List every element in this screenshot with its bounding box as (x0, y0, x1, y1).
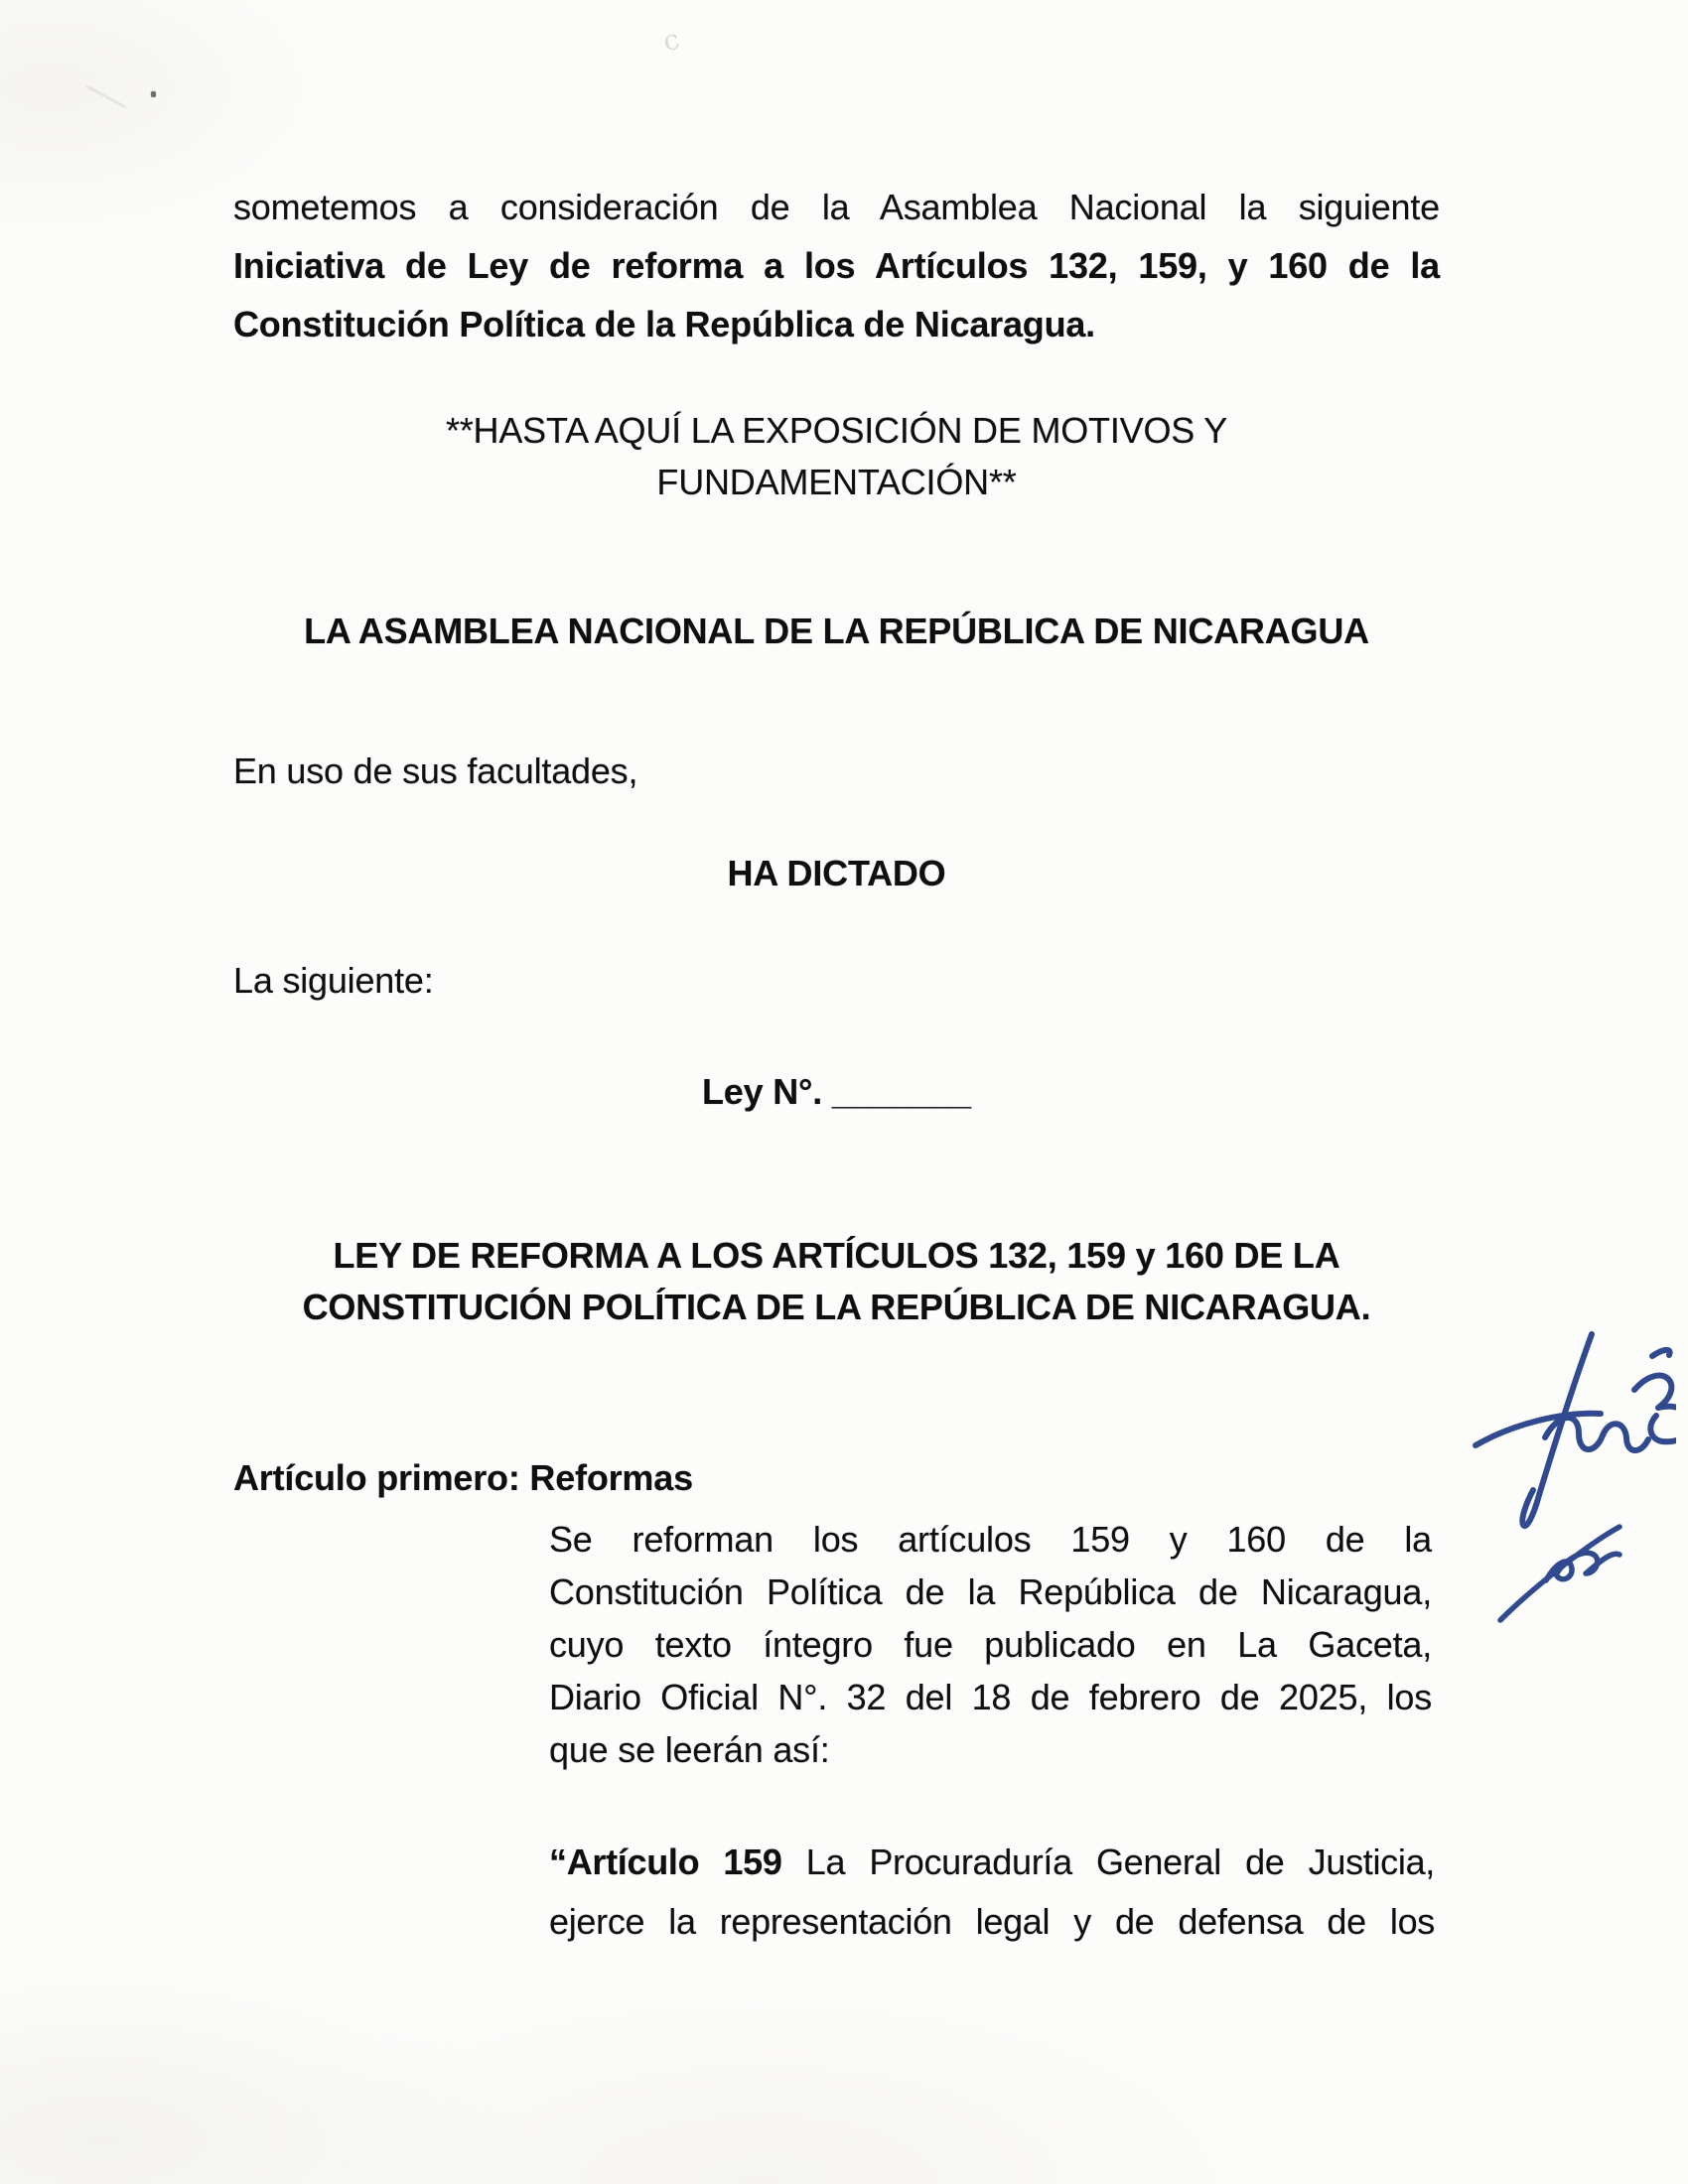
marker-line: FUNDAMENTACIÓN** (656, 462, 1017, 502)
paragraph-line: sometemos a consideración de la Asamblea Nacional la siguiente (233, 187, 1440, 227)
paragraph-line: cuyo texto íntegro fue publicado en La Gaceta, (549, 1624, 1432, 1665)
faculties-line: En uso de sus facultades, (233, 751, 638, 791)
law-number-line (233, 1071, 1440, 1112)
submission-paragraph (233, 178, 1440, 353)
assembly-heading: LA ASAMBLEA NACIONAL DE LA REPÚBLICA DE NICARAGUA (304, 611, 1369, 651)
marker-line: **HASTA AQUÍ LA EXPOSICIÓN DE MOTIVOS Y (445, 410, 1228, 451)
paragraph-line: Constitución Política de la República de Nicaragua. (233, 304, 1095, 344)
handwritten-signature (1468, 1328, 1676, 1542)
article-first-heading: Artículo primero: Reformas (233, 1457, 693, 1498)
paragraph-line: Diario Oficial N°. 32 del 18 de febrero de 2025, los (549, 1677, 1432, 1717)
article-159-text: La Procuraduría General de Justicia, (781, 1842, 1435, 1882)
ha-dictado-heading: HA DICTADO (727, 853, 946, 893)
law-number-label: Ley N°. (702, 1071, 832, 1112)
law-title-line: LEY DE REFORMA A LOS ARTÍCULOS 132, 159 y 160 DE LA (333, 1235, 1340, 1276)
paragraph-line: Se reforman los artículos 159 y 160 de la (549, 1519, 1432, 1560)
la-siguiente-line: La siguiente: (233, 960, 434, 1001)
law-title (233, 1230, 1440, 1333)
paragraph-line (549, 1833, 1435, 1892)
scan-smudge-left (85, 84, 127, 108)
reform-paragraph (549, 1513, 1432, 1776)
law-title-line: CONSTITUCIÓN POLÍTICA DE LA REPÚBLICA DE NICARAGUA. (302, 1287, 1371, 1327)
scan-speck (151, 91, 156, 97)
handwritten-initials (1494, 1517, 1638, 1628)
paragraph-line: Iniciativa de Ley de reforma a los Artículos 132, 159, y 160 de la (233, 245, 1440, 286)
scan-smudge-top: c (659, 22, 683, 59)
paragraph-line: que se leerán así: (549, 1729, 830, 1770)
article-159-paragraph (549, 1833, 1435, 1952)
law-number-blank: _______ (831, 1071, 971, 1112)
article-159-lead: “Artículo 159 (549, 1842, 782, 1882)
paragraph-line: Constitución Política de la República de Nicaragua, (549, 1571, 1432, 1612)
paragraph-line: ejerce la representación legal y de defensa de los (549, 1901, 1435, 1942)
motives-end-marker (233, 405, 1440, 508)
